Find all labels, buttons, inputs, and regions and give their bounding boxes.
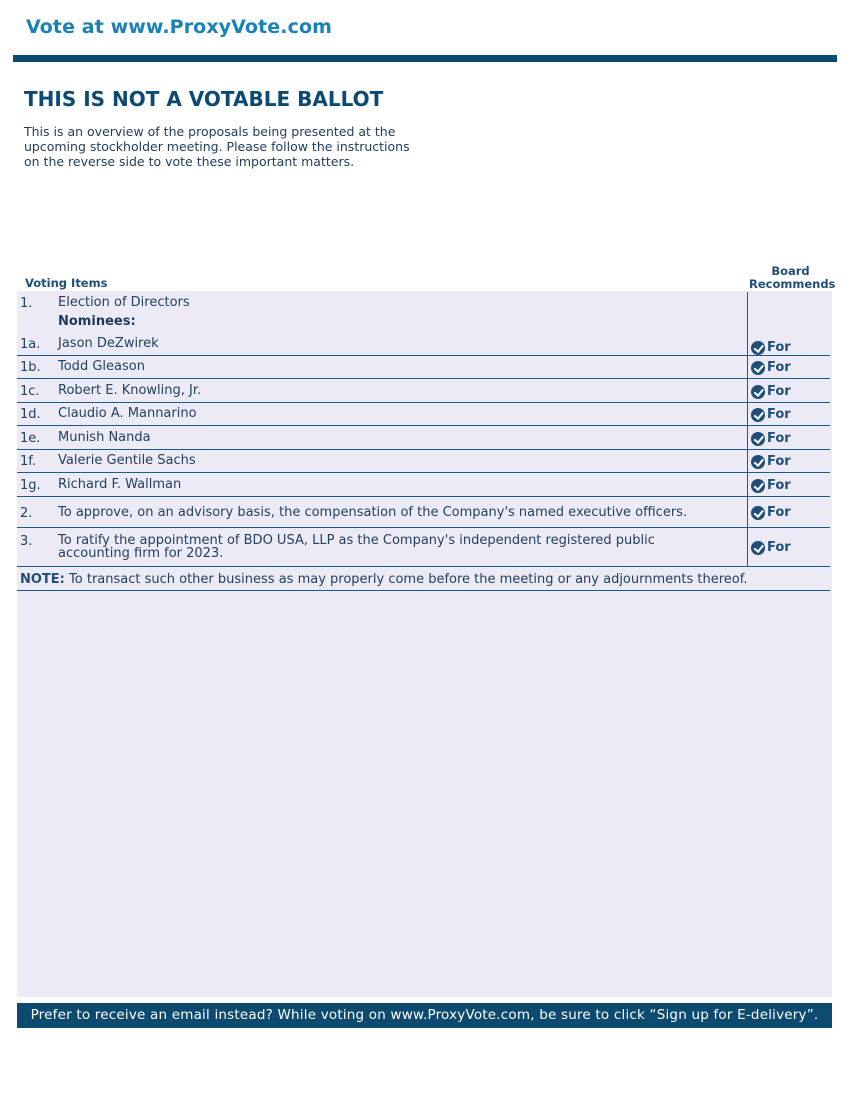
check-circle-icon	[751, 541, 765, 555]
recommendation-text: For	[767, 454, 791, 469]
check-circle-icon	[751, 506, 765, 520]
note-label: NOTE:	[20, 572, 65, 587]
board-recommends-header: Board Recommends	[749, 264, 836, 291]
nominee-name: Jason DeZwirek	[58, 336, 159, 351]
proposal-number: 2.	[20, 506, 33, 521]
page-title: THIS IS NOT A VOTABLE BALLOT	[24, 87, 384, 111]
nominee-name: Claudio A. Mannarino	[58, 406, 197, 421]
recommendation-badge	[751, 505, 791, 520]
recommendation-badge	[751, 431, 791, 446]
check-circle-icon	[751, 361, 765, 375]
nominee-name: Valerie Gentile Sachs	[58, 453, 196, 468]
row-divider	[17, 496, 830, 497]
row-divider	[17, 378, 830, 379]
nominees-label: Nominees:	[58, 314, 136, 329]
row-divider	[17, 402, 830, 403]
check-circle-icon	[751, 385, 765, 399]
check-circle-icon	[751, 408, 765, 422]
recommendation-badge	[751, 384, 791, 399]
recommendation-badge	[751, 454, 791, 469]
proxyvote-url-link[interactable]: Vote at www.ProxyVote.com	[26, 16, 332, 38]
nominee-number: 1f.	[20, 454, 37, 469]
recommendation-text: For	[767, 407, 791, 422]
nominee-number: 1c.	[20, 384, 40, 399]
note-body: To transact such other business as may properly come before the meeting or any adjournments thereof.	[64, 572, 748, 587]
voting-items-header: Voting Items	[25, 276, 108, 290]
row-divider	[17, 355, 830, 356]
proposal-text: To approve, on an advisory basis, the compensation of the Company's named executive officers.	[58, 505, 688, 520]
header-divider	[13, 55, 837, 62]
recommendation-text: For	[767, 340, 791, 355]
check-circle-icon	[751, 341, 765, 355]
nominee-number: 1a.	[20, 337, 41, 352]
recommendation-badge	[751, 407, 791, 422]
row-divider	[17, 425, 830, 426]
nominee-number: 1g.	[20, 478, 41, 493]
row-divider	[17, 527, 830, 528]
check-circle-icon	[751, 479, 765, 493]
proposal-text: To ratify the appointment of BDO USA, LLP as the Company's independent registered public accounting firm for 2023.	[58, 533, 655, 561]
recommendation-text: For	[767, 540, 791, 555]
proposal-number: 1.	[20, 296, 33, 311]
recommendation-badge	[751, 478, 791, 493]
nominee-name: Munish Nanda	[58, 430, 151, 445]
row-divider	[17, 590, 830, 591]
row-divider	[17, 449, 830, 450]
proposal-number: 3.	[20, 534, 33, 549]
nominee-name: Robert E. Knowling, Jr.	[58, 383, 202, 398]
intro-text: This is an overview of the proposals being presented at the upcoming stockholder meeting. Please follow the instructions on the reverse side to vote these important matters.	[24, 124, 410, 169]
nominee-name: Richard F. Wallman	[58, 477, 182, 492]
check-circle-icon	[751, 455, 765, 469]
recommendation-badge	[751, 360, 791, 375]
recommendation-badge	[751, 340, 791, 355]
note-text	[20, 572, 748, 587]
recommendation-text: For	[767, 360, 791, 375]
nominee-number: 1e.	[20, 431, 41, 446]
nominee-name: Todd Gleason	[58, 359, 145, 374]
column-divider	[747, 292, 748, 567]
row-divider	[17, 472, 830, 473]
row-divider	[17, 566, 830, 567]
recommendation-text: For	[767, 478, 791, 493]
recommendation-text: For	[767, 384, 791, 399]
nominee-number: 1b.	[20, 360, 41, 375]
recommendation-badge	[751, 540, 791, 555]
check-circle-icon	[751, 432, 765, 446]
recommendation-text: For	[767, 505, 791, 520]
e-delivery-banner: Prefer to receive an email instead? While voting on www.ProxyVote.com, be sure to click “Sign up for E-delivery”.	[17, 1003, 832, 1028]
nominee-number: 1d.	[20, 407, 41, 422]
proposal-text: Election of Directors	[58, 295, 190, 310]
recommendation-text: For	[767, 431, 791, 446]
